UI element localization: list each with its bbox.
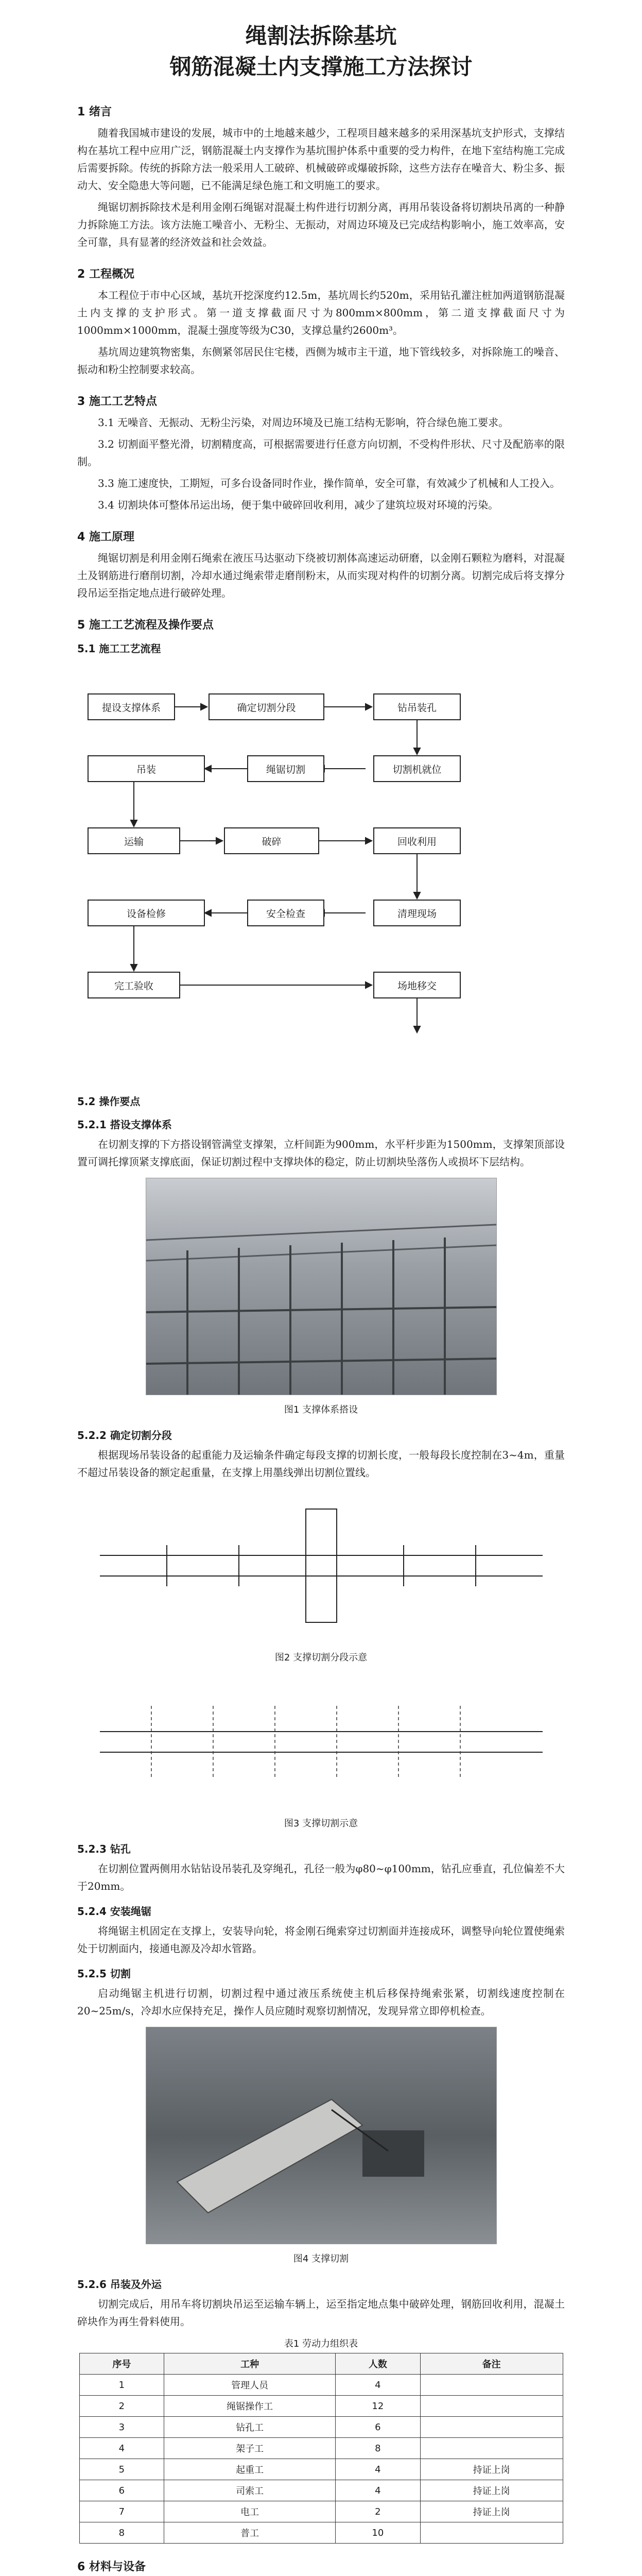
flow-step: 钻吊装孔 bbox=[373, 693, 461, 720]
subsection-heading: 5.2.5 切割 bbox=[77, 1968, 131, 1980]
figure-caption: 图3 支撑切割示意 bbox=[284, 1818, 358, 1829]
scaffold-illustration bbox=[146, 1178, 496, 1395]
subsection-heading: 5.2.1 搭设支撑体系 bbox=[77, 1118, 172, 1131]
flow-step: 安全检查 bbox=[247, 900, 324, 926]
paragraph: 切割完成后，用吊车将切割块吊运至运输车辆上，运至指定地点集中破碎处理，钢筋回收利用，混凝土碎块作为再生骨料使用。 bbox=[77, 2298, 565, 2328]
cutting-site-illustration bbox=[146, 2027, 496, 2244]
flow-step: 绳锯切割 bbox=[247, 755, 324, 782]
table-cell bbox=[420, 2522, 563, 2544]
table-row bbox=[79, 2438, 563, 2459]
table-cell: 3 bbox=[79, 2417, 164, 2438]
figure-caption: 图2 支撑切割分段示意 bbox=[274, 1652, 368, 1663]
paragraph: 3.3 施工速度快，工期短，可多台设备同时作业，操作简单，安全可靠，有效减少了机械和人工投入。 bbox=[98, 477, 561, 489]
photo-cutting-site bbox=[146, 2027, 497, 2244]
table-cell: 6 bbox=[335, 2417, 420, 2438]
paragraph: 基坑周边建筑物密集，东侧紧邻居民住宅楼，西侧为城市主干道，地下管线较多，对拆除施工的噪音、振动和粉尘控制要求较高。 bbox=[77, 346, 565, 376]
flow-step: 运输 bbox=[88, 827, 180, 854]
subsection-heading: 5.2.4 安装绳锯 bbox=[77, 1905, 151, 1918]
table-cell bbox=[420, 2375, 563, 2396]
table-cell: 5 bbox=[79, 2459, 164, 2480]
table-cell: 普工 bbox=[164, 2522, 336, 2544]
table-row bbox=[79, 2522, 563, 2544]
figure-caption: 图4 支撑切割 bbox=[293, 2253, 349, 2264]
paragraph: 在切割位置两侧用水钻钻设吊装孔及穿绳孔，孔径一般为φ80~φ100mm，钻孔应垂直，孔位偏差不大于20mm。 bbox=[77, 1862, 565, 1892]
table-header-cell: 工种 bbox=[164, 2353, 336, 2375]
paragraph: 启动绳锯主机进行切割，切割过程中通过液压系统使主机后移保持绳索张紧，切割线速度控制在20~25m/s，冷却水应保持充足，操作人员应随时观察切割情况，发现异常立即停机检查。 bbox=[77, 1987, 565, 2017]
table-row bbox=[79, 2501, 563, 2522]
flowchart-connectors bbox=[77, 666, 565, 1078]
flow-step: 破碎 bbox=[224, 827, 319, 854]
photo-support-frame bbox=[146, 1178, 497, 1395]
table-cell: 7 bbox=[79, 2501, 164, 2522]
table-cell: 持证上岗 bbox=[420, 2459, 563, 2480]
diagram-cutting-plan bbox=[90, 1675, 553, 1809]
table-header-cell: 人数 bbox=[335, 2353, 420, 2375]
flow-step: 提设支撑体系 bbox=[88, 693, 175, 720]
diagram-cutting-segments bbox=[90, 1488, 553, 1643]
subsection-heading: 5.1 施工工艺流程 bbox=[77, 642, 161, 655]
paragraph: 3.4 切割块体可整体吊运出场，便于集中破碎回收利用，减少了建筑垃圾对环境的污染。 bbox=[98, 499, 499, 511]
table-cell: 2 bbox=[335, 2501, 420, 2522]
table-row bbox=[79, 2396, 563, 2417]
paragraph: 绳锯切割拆除技术是利用金刚石绳锯对混凝土构件进行切割分离，再用吊装设备将切割块吊离的一种静力拆除施工方法。该方法施工噪音小、无粉尘、无振动，对周边环境及已完成结构影响小，施工效率高，安全可靠，具有显著的经济效益和社会效益。 bbox=[77, 201, 565, 248]
subsection-heading: 5.2.3 钻孔 bbox=[77, 1843, 131, 1855]
subsection-heading: 5.2 操作要点 bbox=[77, 1095, 141, 1108]
paragraph: 在切割支撑的下方搭设钢管满堂支撑架，立杆间距为900mm，水平杆步距为1500mm，支撑架顶部设置可调托撑顶紧支撑底面，保证切割过程中支撑块体的稳定，防止切割块坠落伤人或损坏下层结构。 bbox=[77, 1138, 565, 1168]
section-heading: 6 材料与设备 bbox=[77, 2561, 146, 2573]
section-heading: 2 工程概况 bbox=[77, 268, 134, 281]
table-cell: 持证上岗 bbox=[420, 2501, 563, 2522]
paragraph: 绳锯切割是利用金刚石绳索在液压马达驱动下绕被切割体高速运动研磨，以金刚石颗粒为磨料，对混凝土及钢筋进行磨削切割，冷却水通过绳索带走磨削粉末，从而实现对构件的切割分离。切割完成后将支撑分段吊运至指定地点进行破碎处理。 bbox=[77, 552, 565, 599]
paragraph: 3.2 切割面平整光滑，切割精度高，可根据需要进行任意方向切割，不受构件形状、尺寸及配筋率的限制。 bbox=[77, 438, 565, 468]
table-cell: 10 bbox=[335, 2522, 420, 2544]
table-row bbox=[79, 2375, 563, 2396]
flow-step: 确定切割分段 bbox=[209, 693, 324, 720]
flow-step: 完工验收 bbox=[88, 972, 180, 998]
flow-step: 场地移交 bbox=[373, 972, 461, 998]
table-cell: 管理人员 bbox=[164, 2375, 336, 2396]
section-heading: 5 施工工艺流程及操作要点 bbox=[77, 619, 214, 632]
table-cell: 起重工 bbox=[164, 2459, 336, 2480]
subsection-heading: 5.2.6 吊装及外运 bbox=[77, 2278, 162, 2291]
table-cell: 4 bbox=[335, 2375, 420, 2396]
table-cell bbox=[420, 2438, 563, 2459]
section-heading: 4 施工原理 bbox=[77, 531, 134, 544]
flow-step: 设备检修 bbox=[88, 900, 205, 926]
table-cell: 司索工 bbox=[164, 2480, 336, 2501]
table-header-cell: 备注 bbox=[420, 2353, 563, 2375]
table-cell: 电工 bbox=[164, 2501, 336, 2522]
subsection-heading: 5.2.2 确定切割分段 bbox=[77, 1429, 172, 1442]
table-cell: 8 bbox=[335, 2438, 420, 2459]
table-cell: 绳锯操作工 bbox=[164, 2396, 336, 2417]
figure-caption: 图1 支撑体系搭设 bbox=[284, 1404, 358, 1415]
table-cell: 1 bbox=[79, 2375, 164, 2396]
table-cell bbox=[420, 2417, 563, 2438]
section-heading: 3 施工工艺特点 bbox=[77, 395, 157, 408]
cutting-plan-drawing bbox=[90, 1675, 553, 1809]
table-header-cell: 序号 bbox=[79, 2353, 164, 2375]
flow-step: 切割机就位 bbox=[373, 755, 461, 782]
table-cell: 钻孔工 bbox=[164, 2417, 336, 2438]
paragraph: 本工程位于市中心区域，基坑开挖深度约12.5m，基坑周长约520m，采用钻孔灌注桩加两道钢筋混凝土内支撑的支护形式。第一道支撑截面尺寸为800mm×800mm，第二道支撑截面尺寸为1000mm×1000mm，混凝土强度等级为C30，支撑总量约2600m³。 bbox=[77, 289, 565, 336]
table-cell: 4 bbox=[335, 2480, 420, 2501]
paragraph: 3.1 无噪音、无振动、无粉尘污染，对周边环境及已施工结构无影响，符合绿色施工要求。 bbox=[98, 416, 509, 429]
table-cell bbox=[420, 2396, 563, 2417]
table-row bbox=[79, 2480, 563, 2501]
table-cell: 6 bbox=[79, 2480, 164, 2501]
document-title-line2: 钢筋混凝土内支撑施工方法探讨 bbox=[169, 54, 473, 79]
table-cell: 持证上岗 bbox=[420, 2480, 563, 2501]
table-cell: 8 bbox=[79, 2522, 164, 2544]
labor-table bbox=[79, 2353, 563, 2544]
paragraph: 将绳锯主机固定在支撑上，安装导向轮，将金刚石绳索穿过切割面并连接成环，调整导向轮位置使绳索处于切割面内，接通电源及冷却水管路。 bbox=[77, 1925, 565, 1955]
section-heading: 1 绪言 bbox=[77, 106, 112, 118]
flow-step: 清理现场 bbox=[373, 900, 461, 926]
segment-drawing bbox=[90, 1488, 553, 1643]
flow-step: 回收利用 bbox=[373, 827, 461, 854]
flow-step: 吊装 bbox=[88, 755, 205, 782]
table-cell: 2 bbox=[79, 2396, 164, 2417]
table-cell: 4 bbox=[335, 2459, 420, 2480]
paragraph: 根据现场吊装设备的起重能力及运输条件确定每段支撑的切割长度，一般每段长度控制在3~4m，重量不超过吊装设备的额定起重量，在支撑上用墨线弹出切割位置线。 bbox=[77, 1449, 565, 1479]
process-flowchart bbox=[77, 666, 565, 1078]
table-cell: 架子工 bbox=[164, 2438, 336, 2459]
table-cell: 12 bbox=[335, 2396, 420, 2417]
table-row bbox=[79, 2417, 563, 2438]
table-row bbox=[79, 2459, 563, 2480]
document-title-line1: 绳割法拆除基坑 bbox=[245, 23, 397, 48]
table-cell: 4 bbox=[79, 2438, 164, 2459]
paragraph: 随着我国城市建设的发展，城市中的土地越来越少，工程项目越来越多的采用深基坑支护形式，支撑结构在基坑工程中应用广泛，钢筋混凝土内支撑作为基坑围护体系中重要的受力构件，在地下室结构施工完成后需要拆除。传统的拆除方法一般采用人工破碎、机械破碎或爆破拆除，这些方法存在噪音大、粉尘多、振动大、安全隐患大等问题，已不能满足绿色施工和文明施工的要求。 bbox=[77, 127, 565, 192]
table-caption: 表1 劳动力组织表 bbox=[284, 2338, 358, 2349]
